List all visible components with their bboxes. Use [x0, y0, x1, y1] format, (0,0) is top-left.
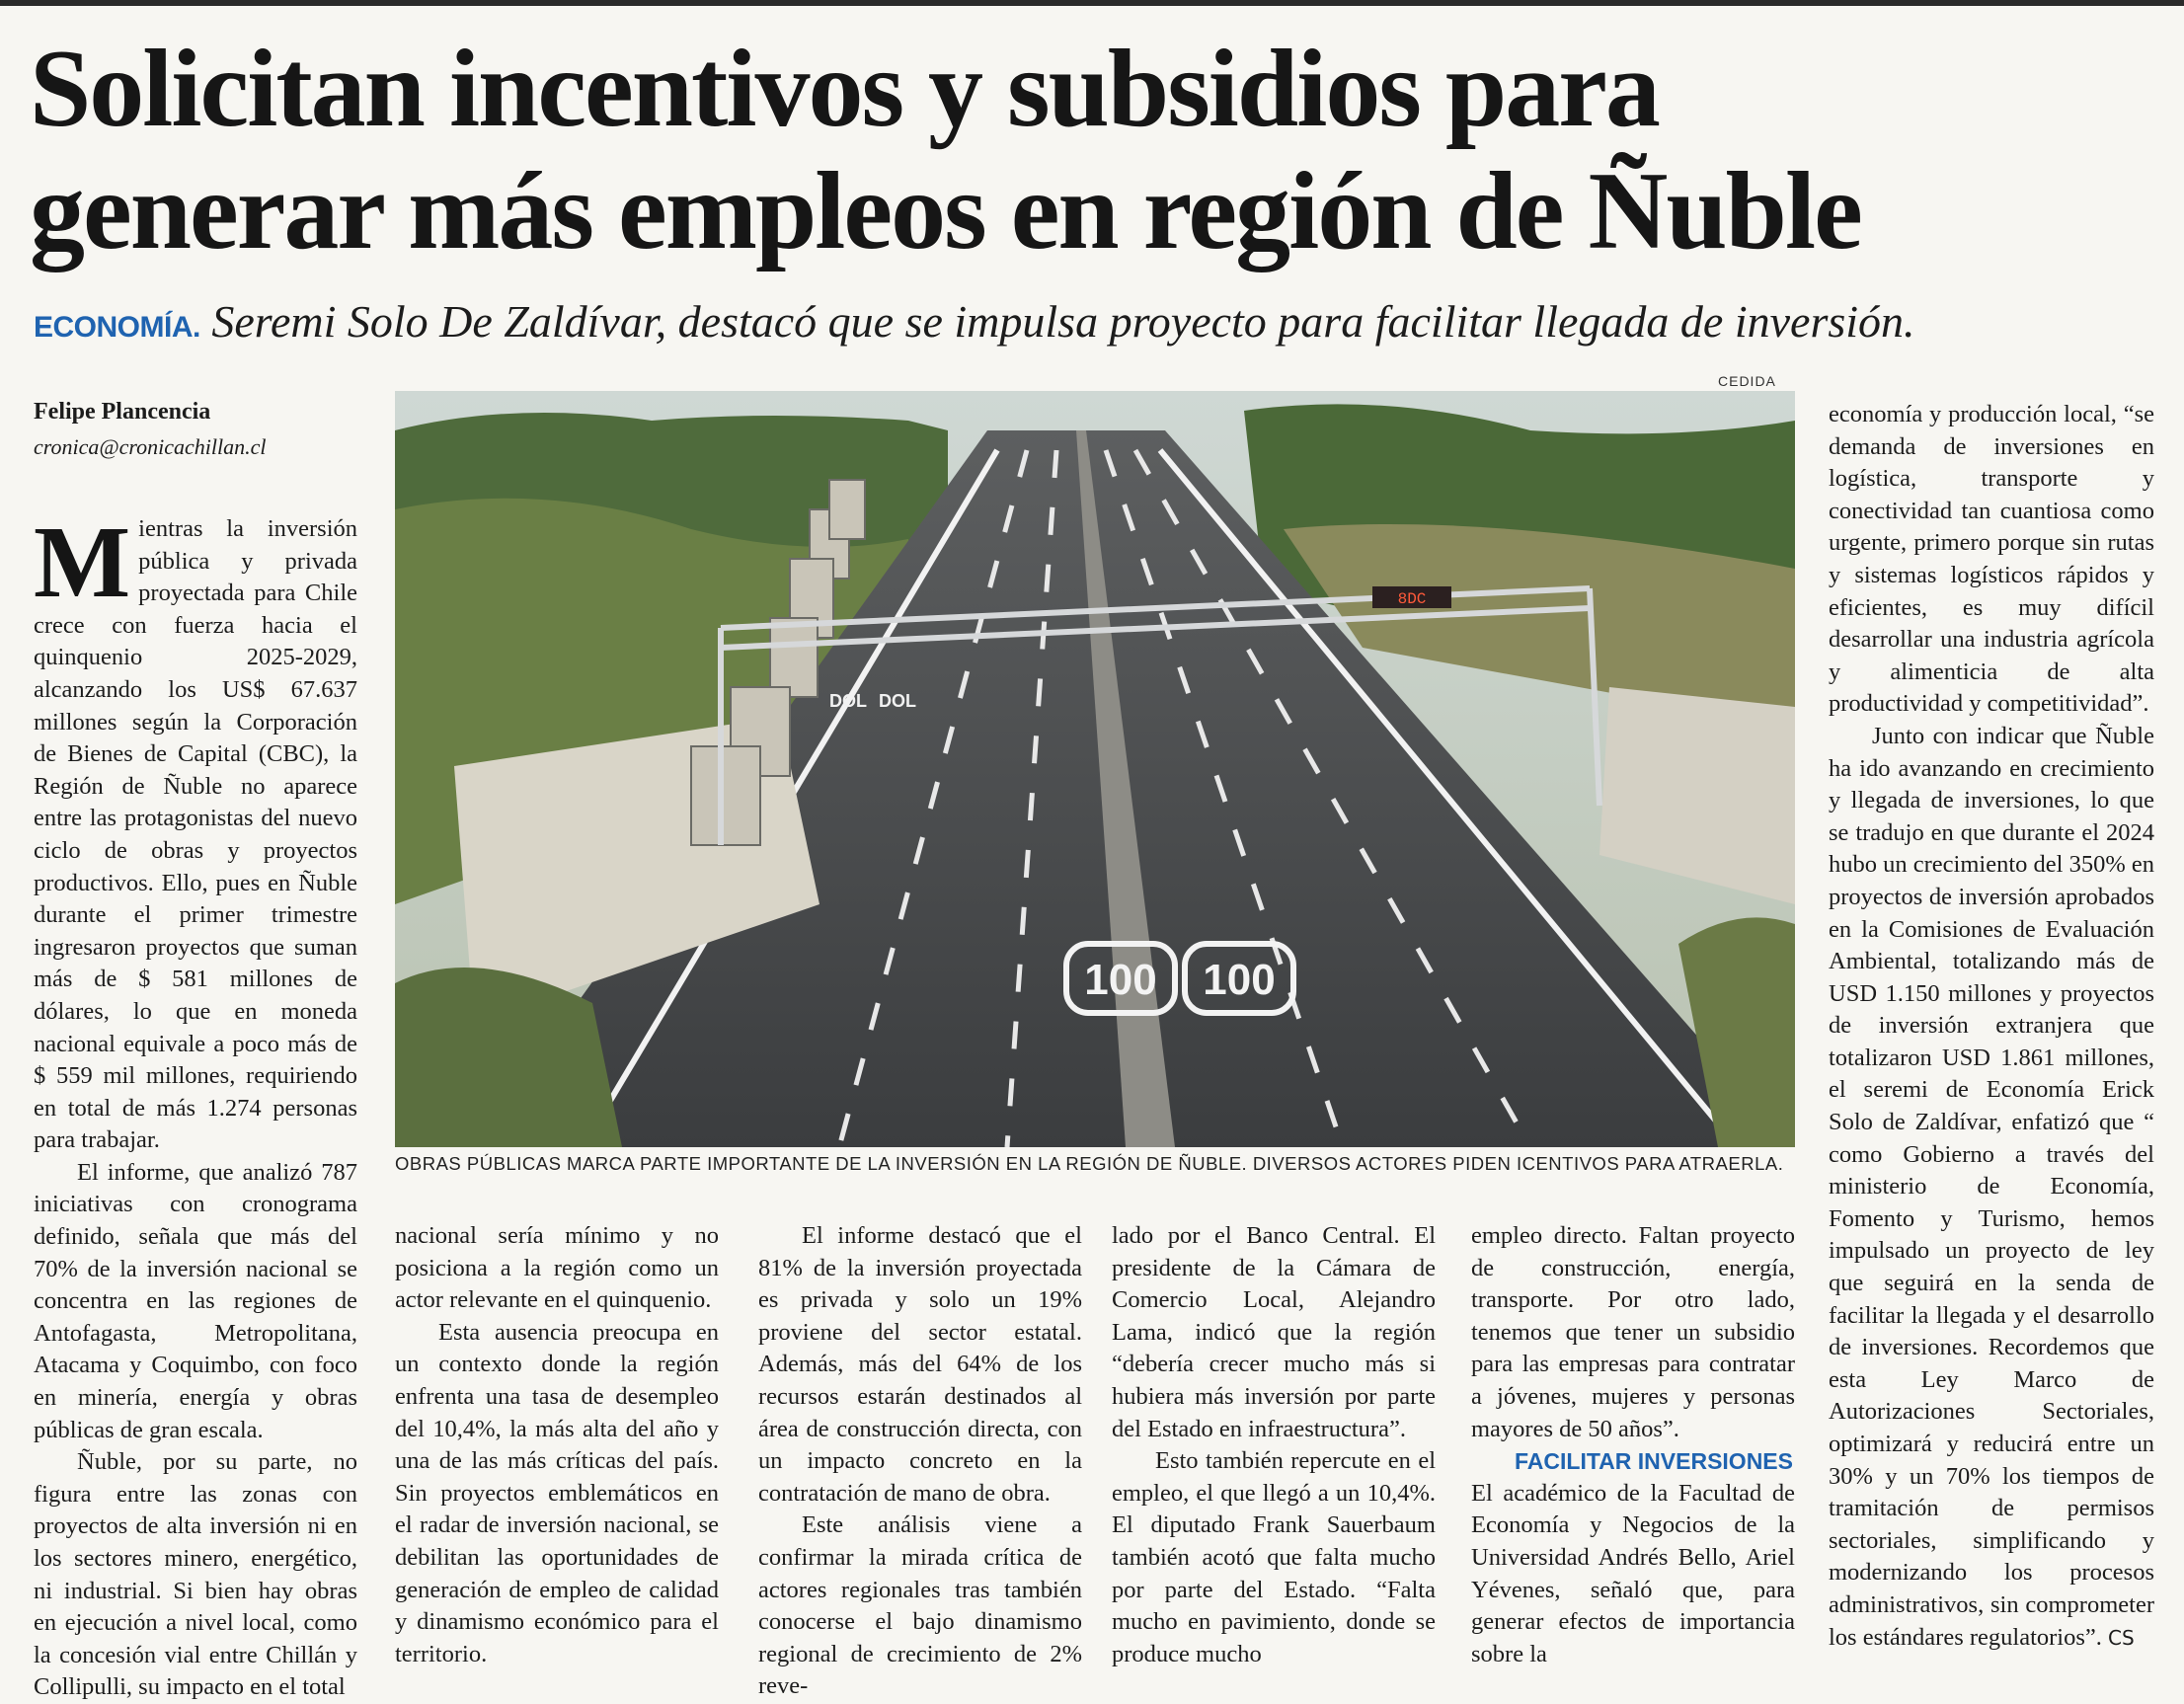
headline — [30, 28, 2162, 272]
article-column-4 — [1112, 1220, 1436, 1670]
column-2-paragraph-2: Esta ausencia preocupa en un contexto donde la región enfrenta una tasa de desempleo del 10,4%, la más alta del año y una de las más críticas del país. Sin proyectos emblemáticos en el radar de inversión nacional, se debilitan las oportunidades de generación de empleo de calidad y dinamismo económico para el territorio. — [395, 1318, 719, 1667]
top-rule — [0, 0, 2184, 6]
photo-credit: CEDIDA — [1718, 373, 1776, 389]
deck: Seremi Solo De Zaldívar, destacó que se impulsa proyecto para facilitar llegada de inversión. — [211, 296, 1915, 347]
toll-display-text: 8DC — [1397, 590, 1427, 608]
lane-stencil-1: DOL — [829, 691, 867, 711]
speed-marking-right: 100 — [1203, 956, 1276, 1004]
subhead — [34, 294, 2176, 355]
column-1-paragraph-1 — [34, 505, 357, 1157]
photo-caption: OBRAS PÚBLICAS MARCA PARTE IMPORTANTE DE LA INVERSIÓN EN LA REGIÓN DE ÑUBLE. DIVERSOS ACTORES PIDEN ICENTIVOS PARA ATRAERLA. — [395, 1153, 1784, 1174]
lane-stencil-2: DOL — [879, 691, 916, 711]
highway-illustration — [395, 391, 1795, 1147]
speed-marking-left: 100 — [1084, 956, 1157, 1004]
drop-cap: M — [34, 505, 131, 619]
column-5-paragraph-2: El académico de la Facultad de Economía y Negocios de la Universidad Andrés Bello, Ariel Yévenes, señaló que, para generar efectos de importancia sobre la — [1471, 1479, 1795, 1667]
column-1-lead-text: ientras la inversión pública y privada proyectada para Chile crece con fuerza hacia el quinquenio 2025-2029, alcanzando los US$ 67.637 millones según la Corporación de Bienes de Capital (CBC), la Región de Ñuble no aparece entre las protagonistas del nuevo ciclo de obras y proyectos productivos. Ello, pues en Ñuble durante el primer trimestre ingresaron proyectos que suman más de $ 581 millones de dólares, lo que en moneda nacional equivale a poco más de $ 559 mil millones, requiriendo en total de más 1.274 personas para trabajar. — [34, 515, 357, 1154]
column-3-paragraph-2: Este análisis viene a confirmar la mirada crítica de actores regionales tras también conocerse el bajo dinamismo regional de crecimiento de 2% reve- — [758, 1511, 1082, 1700]
article-column-1 — [34, 505, 357, 1704]
column-6-paragraph-2-text: Junto con indicar que Ñuble ha ido avanzando en crecimiento y llegada de inversiones, lo que se tradujo en que durante el 2024 hubo un crecimiento del 350% en proyectos de inversión aprobados en la Comisiones de Evaluación Ambiental, totalizando más de USD 1.150 millones y proyectos de inversión extranjera que totalizaron USD 1.861 millones, el seremi de Economía Erick Solo de Zaldívar, enfatizó que “ como Gobierno a través del ministerio de Economía, Fomento y Turismo, hemos impulsado un proyecto de ley que seguirá en la senda de facilitar la llegada y el desarrollo de inversiones. Recordemos que esta Ley Marco de Autorizaciones Sectoriales, optimizará y reducirá entre un 30% y un 70% los tiempos de tramitación de permisos sectoriales, simplificando y modernizando los procesos administrativos, sin comprometer los estándares regulatorios”. — [1829, 722, 2154, 1651]
section-tag: ECONOMÍA. — [34, 311, 200, 344]
headline-line-2: generar más empleos en región de Ñuble — [30, 150, 1861, 272]
column-6-paragraph-1: economía y producción local, “se demanda de inversiones en logística, transporte y conectividad tan cuantiosa como urgente, primero porque sin rutas y sistemas logísticos rápidos y eficientes, es muy difícil desarrollar una industria agrícola y alimenticia de alta productividad y competitividad”. — [1829, 401, 2154, 718]
article-column-5 — [1471, 1220, 1795, 1670]
column-2-paragraph-1: nacional sería mínimo y no posiciona a la región como un actor relevante en el quinquenio. — [395, 1222, 719, 1314]
column-3-paragraph-1: El informe destacó que el 81% de la inversión proyectada es privada y solo un 19% proviene del sector estatal. Además, más del 64% de los recursos estarán destinados al área de construcción directa, con un impacto concreto en la contratación de mano de obra. — [758, 1222, 1082, 1507]
column-4-paragraph-1: lado por el Banco Central. El presidente de la Cámara de Comercio Local, Alejandro Lama, indicó que la región “debería crecer mucho más si hubiera más inversión por parte del Estado en infraestructura”. — [1112, 1222, 1436, 1442]
headline-line-1: Solicitan incentivos y subsidios para — [30, 28, 1659, 150]
column-5-paragraph-1: empleo directo. Faltan proyecto de construcción, energía, transporte. Por otro lado, tenemos que tener un subsidio para las empresas para contratar a jóvenes, mujeres y personas mayores de 50 años”. — [1471, 1222, 1795, 1442]
subsection-heading: FACILITAR INVERSIONES — [1515, 1448, 1793, 1475]
highway-photo — [395, 391, 1795, 1147]
article-column-6 — [1829, 399, 2154, 1654]
column-4-paragraph-2: Esto también repercute en el empleo, el que llegó a un 10,4%. El diputado Frank Sauerbaum también acotó que falta mucho por parte del Estado. “Falta mucho en pavimiento, donde se produce mucho — [1112, 1447, 1436, 1667]
column-1-paragraph-3: Ñuble, por su parte, no figura entre las zonas con proyectos de alta inversión ni en los sectores minero, energético, ni industrial. Si bien hay obras en ejecución a nivel local, como la concesión vial entre Chillán y Collipulli, su impacto en el total — [34, 1448, 357, 1701]
byline-author: Felipe Plancencia — [34, 399, 211, 425]
article-column-3 — [758, 1220, 1082, 1703]
byline-email: cronica@cronicachillan.cl — [34, 434, 267, 459]
column-6-paragraph-2 — [1829, 721, 2154, 1654]
column-1-paragraph-2: El informe, que analizó 787 iniciativas con cronograma definido, señala que más del 70% de la inversión nacional se concentra en las regiones de Antofagasta, Metropolitana, Atacama y Coquimbo, con foco en minería, energía y obras públicas de gran escala. — [34, 1158, 357, 1443]
end-mark: CS — [2108, 1625, 2135, 1650]
article-column-2 — [395, 1220, 719, 1670]
